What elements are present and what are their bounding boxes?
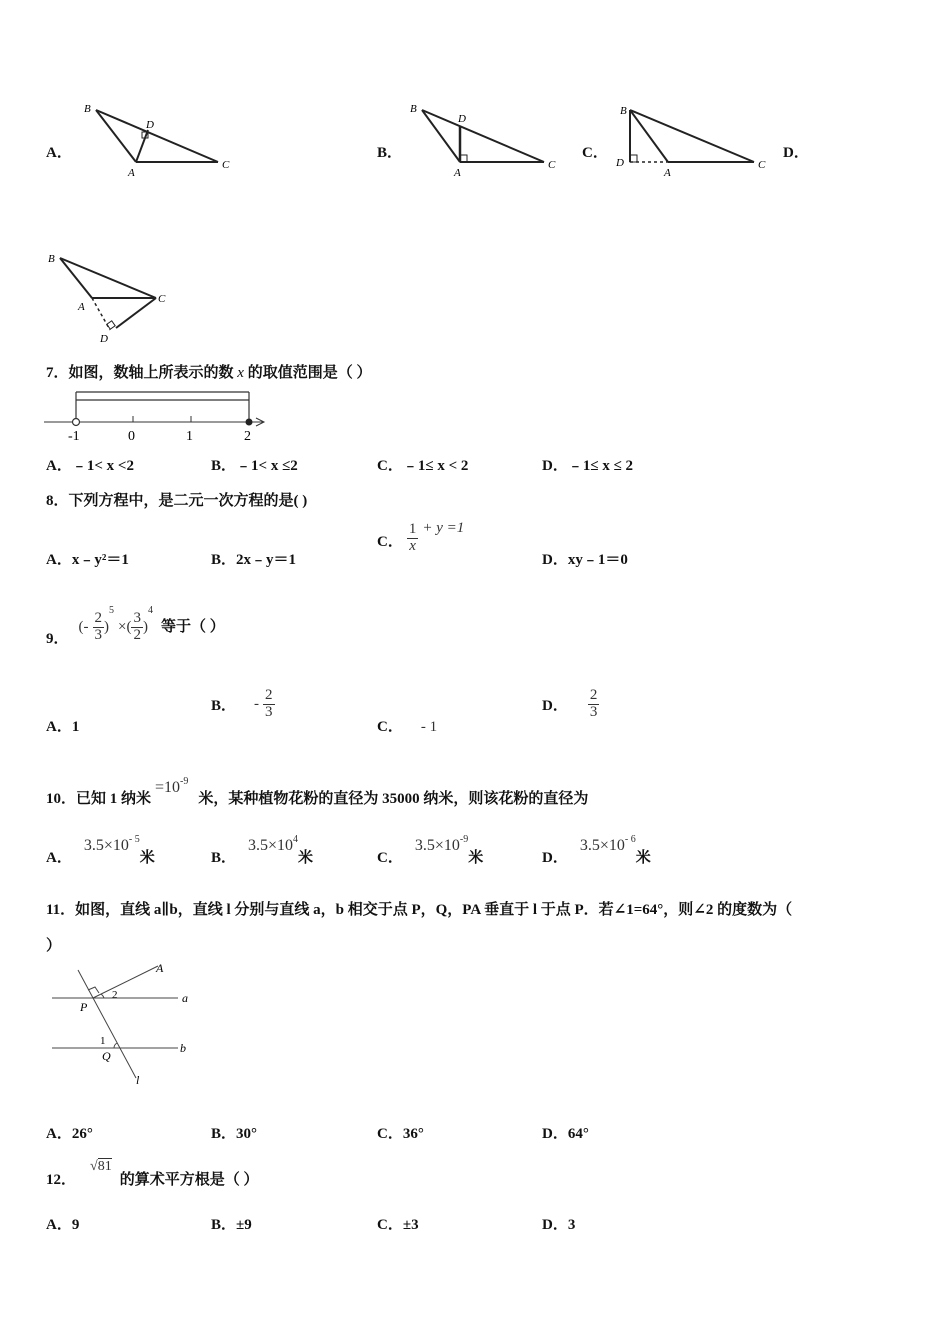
q8-option-a[interactable]: A．x﹣y²＝1 xyxy=(46,552,129,568)
q12-option-c[interactable]: C．±3 xyxy=(377,1217,419,1233)
point-label-c: C xyxy=(548,159,556,171)
q11-option-d[interactable]: D．64° xyxy=(542,1126,589,1142)
triangle-figure-d xyxy=(44,248,184,348)
point-label-a: A xyxy=(128,167,135,178)
sqrt-sign: √ xyxy=(90,1159,98,1174)
line-label-b: b xyxy=(180,1041,186,1055)
fig-label-q: Q xyxy=(102,1049,111,1063)
q11-option-c[interactable]: C．36° xyxy=(377,1126,424,1142)
q12-option-a[interactable]: A．9 xyxy=(46,1217,80,1233)
tick-label: 0 xyxy=(128,429,135,444)
line-label-a: a xyxy=(182,991,188,1005)
line-label-l: l xyxy=(136,1073,140,1087)
q12-option-b[interactable]: B．±9 xyxy=(211,1217,252,1233)
fraction: $\frac{2}{3}$ xyxy=(589,687,598,720)
option-label: C． xyxy=(582,145,608,161)
q10-option-a[interactable]: A．$3.5\times 10^{- 5}$米 xyxy=(46,834,155,866)
tick-label: 1 xyxy=(186,429,193,444)
tick-label: -1 xyxy=(68,429,80,444)
point-label-d: D xyxy=(100,333,108,345)
number-line-figure xyxy=(40,388,270,446)
q10-option-d[interactable]: D．$3.5\times 10^{- 6}$米 xyxy=(542,834,651,866)
question-9-stem: 9． (- $\frac{2}{3}$ )$^5$ ×( $\frac{3}{2}$ )$^4$ 等于（ ） xyxy=(46,605,225,647)
fig-label-a-point: A xyxy=(156,961,164,975)
q7-option-c[interactable]: C．﹣1≤ x < 2 xyxy=(377,458,469,474)
q7-option-b[interactable]: B．﹣1< x ≤2 xyxy=(211,458,298,474)
q8-option-b[interactable]: B．2x﹣y＝1 xyxy=(211,552,297,568)
q8-option-c[interactable]: C． $\frac{1}{x}$ + y =1 xyxy=(377,519,465,554)
point-label-c: C xyxy=(758,159,766,171)
fraction: $\frac{1}{x}$ xyxy=(408,521,417,554)
angle-label-2: 2 xyxy=(112,989,118,1001)
point-label-a: A xyxy=(78,301,85,313)
point-label-a: A xyxy=(454,167,461,178)
q9-option-c[interactable]: C． - 1 xyxy=(377,719,438,735)
point-label-d: D xyxy=(146,119,154,131)
point-label-b: B xyxy=(410,103,417,115)
question-10-stem: 10．已知 1 纳米$=10^{-9}$米，某种植物花粉的直径为 35000 纳米，则该花粉的直径为 xyxy=(46,776,589,807)
triangle-figure-c xyxy=(612,98,772,178)
question-12-stem: 12． √81 的算术平方根是（ ） xyxy=(46,1159,259,1188)
q7-option-a[interactable]: A．﹣1< x <2 xyxy=(46,458,134,474)
fraction: $\frac{2}{3}$ xyxy=(265,687,273,720)
q8-option-d[interactable]: D．xy﹣1＝0 xyxy=(542,552,628,568)
parallel-lines-figure xyxy=(44,958,204,1090)
fig-label-p: P xyxy=(80,1000,88,1014)
option-label: B． xyxy=(377,145,403,161)
q9-option-d[interactable]: D． $\frac{2}{3}$ xyxy=(542,687,598,720)
question-7-stem: 7．如图，数轴上所表示的数 x 的取值范围是（ ） xyxy=(46,365,372,381)
triangle-figure-b xyxy=(406,98,566,178)
q10-option-b[interactable]: B．$3.5\times 10^4$米 xyxy=(211,834,314,866)
point-label-d: D xyxy=(458,113,466,125)
fraction: $\frac{3}{2}$ xyxy=(133,610,141,643)
triangle-figure-a xyxy=(78,98,238,178)
option-label: D． xyxy=(783,145,809,161)
point-label-d: D xyxy=(616,157,624,169)
q10-option-c[interactable]: C．$3.5\times 10^{-9}$米 xyxy=(377,834,484,866)
q9-option-b[interactable]: B． - $\frac{2}{3}$ xyxy=(211,687,273,720)
fraction: $\frac{2}{3}$ xyxy=(94,610,103,643)
q9-option-a[interactable]: A．1 xyxy=(46,719,80,735)
q11-option-a[interactable]: A．26° xyxy=(46,1126,93,1142)
q12-option-d[interactable]: D．3 xyxy=(542,1217,576,1233)
question-11-stem: 11．如图，直线 a∥b，直线 l 分别与直线 a，b 相交于点 P，Q，PA 垂直于 l 于点 P．若∠1=64°，则∠2 的度数为（ ） xyxy=(46,902,793,954)
question-8-stem: 8．下列方程中，是二元一次方程的是( ) xyxy=(46,493,308,509)
point-label-c: C xyxy=(158,293,166,305)
point-label-c: C xyxy=(222,159,230,171)
angle-label-1: 1 xyxy=(100,1035,106,1047)
option-label: A． xyxy=(46,145,72,161)
tick-label: 2 xyxy=(244,429,251,444)
q11-option-b[interactable]: B．30° xyxy=(211,1126,258,1142)
point-label-a: A xyxy=(664,167,671,178)
point-label-b: B xyxy=(48,253,55,265)
point-label-b: B xyxy=(84,103,91,115)
point-label-b: B xyxy=(620,105,627,117)
q7-option-d[interactable]: D．﹣1≤ x ≤ 2 xyxy=(542,458,634,474)
